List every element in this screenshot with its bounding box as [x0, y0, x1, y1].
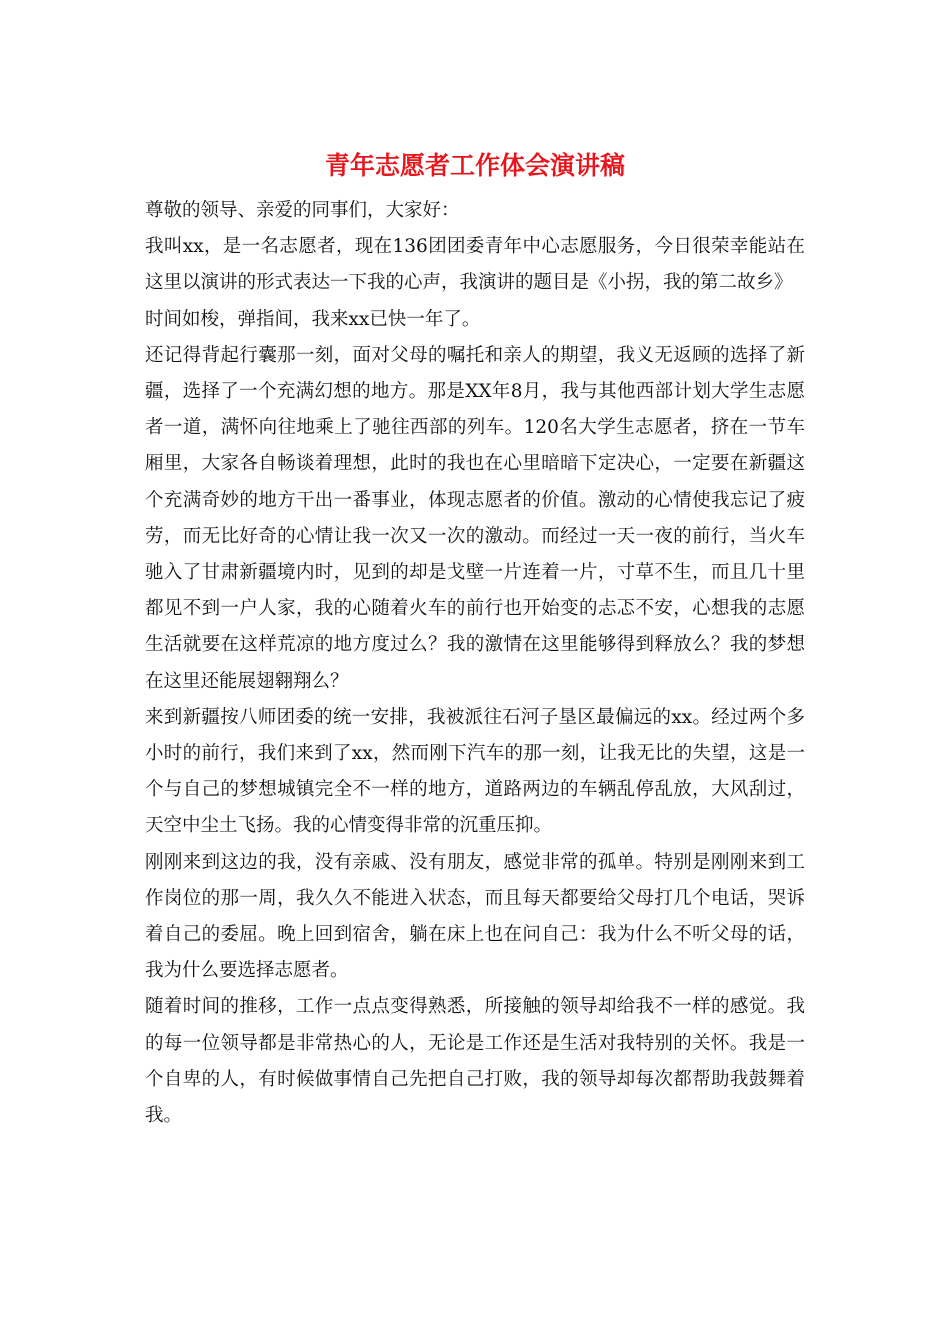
document-body	[145, 193, 805, 1134]
document-title: 青年志愿者工作体会演讲稿	[324, 151, 625, 180]
paragraph-time: 时间如梭，弹指间，我来xx已快一年了。	[145, 308, 481, 330]
paragraph-support: 随着时间的推移，工作一点点变得熟悉，所接触的领导却给我不一样的感觉。我的每一位领导都是非常热心的人，无论是工作还是生活对我特别的关怀。我是一个自卑的人，有时候做事情自己先把自己打败，我的领导却每次都帮助我鼓舞着我。	[145, 996, 805, 1127]
paragraph-introduction: 我叫xx，是一名志愿者，现在136团团委青年中心志愿服务，今日很荣幸能站在这里以演讲的形式表达一下我的心声，我演讲的题目是《小拐，我的第二故乡》	[145, 236, 805, 294]
paragraph-arrival: 来到新疆按八师团委的统一安排，我被派往石河子垦区最偏远的xx。经过两个多小时的前行，我们来到了xx，然而刚下汽车的那一刻，让我无比的失望，这是一个与自己的梦想城镇完全不一样的地方，道路两边的车辆乱停乱放，大风刮过，天空中尘土飞扬。我的心情变得非常的沉重压抑。	[145, 706, 805, 837]
paragraph-loneliness: 刚刚来到这边的我，没有亲戚、没有朋友，感觉非常的孤单。特别是刚刚来到工作岗位的那一周，我久久不能进入状态，而且每天都要给父母打几个电话，哭诉着自己的委屈。晚上回到宿舍，躺在床上也在问自己：我为什么不听父母的话，我为什么要选择志愿者。	[145, 851, 805, 982]
paragraph-greeting: 尊敬的领导、亲爱的同事们，大家好：	[145, 200, 460, 221]
paragraph-journey: 还记得背起行囊那一刻，面对父母的嘱托和亲人的期望，我义无返顾的选择了新疆，选择了一个充满幻想的地方。那是XX年8月，我与其他西部计划大学生志愿者一道，满怀向往地乘上了驰往西部的列车。120名大学生志愿者，挤在一节车厢里，大家各自畅谈着理想，此时的我也在心里暗暗下定决心，一定要在新疆这个充满奇妙的地方干出一番事业，体现志愿者的价值。激动的心情使我忘记了疲劳，而无比好奇的心情让我一次又一次的激动。而经过一天一夜的前行，当火车驰入了甘肃新疆境内时，见到的却是戈壁一片连着一片，寸草不生，而且几十里都见不到一户人家，我的心随着火车的前行也开始变的忐忑不安，心想我的志愿生活就要在这样荒凉的地方度过么？我的激情在这里能够得到释放么？我的梦想在这里还能展翅翱翔么？	[145, 344, 805, 692]
